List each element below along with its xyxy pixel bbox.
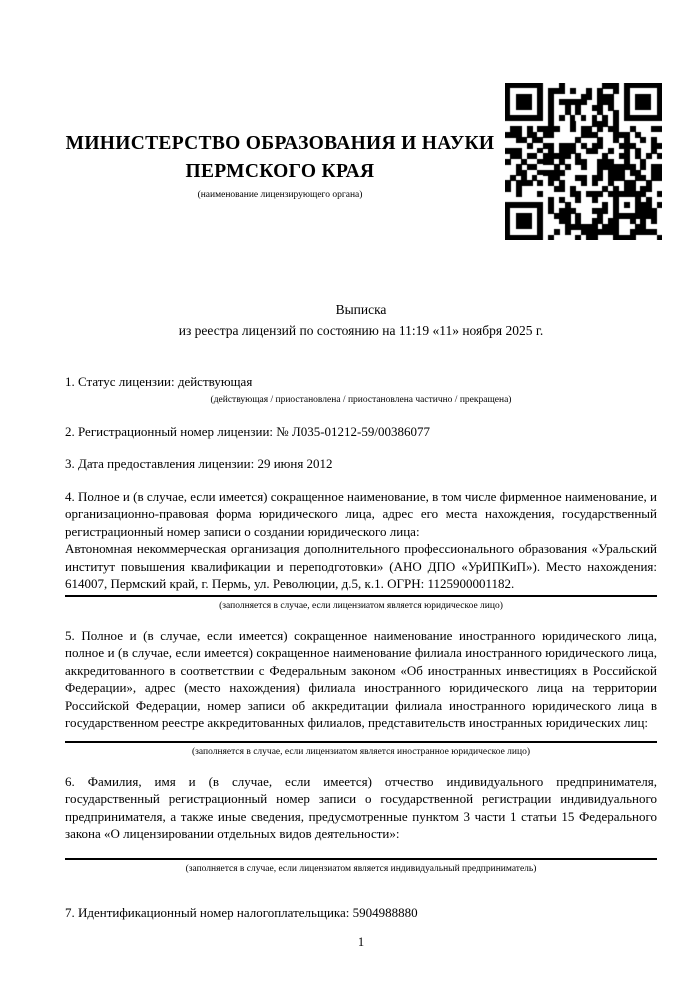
- ministry-name-line1: МИНИСТЕРСТВО ОБРАЗОВАНИЯ И НАУКИ: [65, 133, 495, 154]
- item-individual-entrepreneur-caption: (заполняется в случае, если лицензиатом является индивидуальный предприниматель): [185, 863, 537, 874]
- item-legal-entity-caption: (заполняется в случае, если лицензиатом является юридическое лицо): [219, 600, 503, 611]
- item-legal-entity-block: [65, 488, 657, 597]
- item-individual-entrepreneur-label: 6. Фамилия, имя и (в случае, если имеется) отчество индивидуального предпринимателя, государственный регистрационный номер записи о государственной регистрации индивидуального предпринимателя, а также иные сведения, предусмотренные пунктом 3 части 1 статьи 15 Федерального закона «О лицензировании отдельных видов деятельности»:: [65, 773, 657, 841]
- ministry-name-line2: ПЕРМСКОГО КРАЯ: [185, 161, 375, 182]
- page-number: 1: [357, 935, 365, 949]
- item-license-status-caption: (действующая / приостановлена / приостановлена частично / прекращена): [210, 394, 512, 405]
- document-title-line2: из реестра лицензий по состоянию на 11:19 «11» ноября 2025 г.: [178, 323, 544, 338]
- item-license-status-text: 1. Статус лицензии: действующая: [65, 374, 253, 389]
- item-foreign-entity: [65, 627, 657, 759]
- item-legal-entity-value: Автономная некоммерческая организация дополнительного профессионального образования «Уральский институт повышения квалификации и переподготовки» (АНО ДПО «УрИПКиП»). Место нахождения: 614007, Пермский край, г. Пермь, ул. Революции, д.5, к.1. ОГРН: 1125900001182.: [65, 541, 657, 591]
- ministry-subtitle: (наименование лицензирующего органа): [197, 190, 363, 200]
- item-registration-number: 2. Регистрационный номер лицензии: № Л035-01212-59/00386077: [65, 423, 431, 439]
- qr-code-icon: [505, 83, 662, 240]
- item-taxpayer-number: 7. Идентификационный номер налогоплательщика: 5904988880: [65, 904, 418, 920]
- licensing-authority-header: [65, 0, 495, 202]
- item-legal-entity-label: 4. Полное и (в случае, если имеется) сокращенное наименование, в том числе фирменное наименование, и организационно-правовая форма юридического лица, адрес его места нахождения, государственный регистрационный номер записи о создании юридического лица:: [65, 488, 657, 539]
- blank-fill-line: [65, 858, 657, 860]
- document-title-line1: Выписка: [335, 302, 387, 317]
- item-legal-entity: [65, 488, 657, 613]
- item-individual-entrepreneur: [65, 773, 657, 876]
- document-title: [65, 299, 657, 341]
- item-license-status: [65, 373, 657, 407]
- item-foreign-entity-caption: (заполняется в случае, если лицензиатом является иностранное юридическое лицо): [192, 746, 530, 757]
- item-foreign-entity-label: 5. Полное и (в случае, если имеется) сокращенное наименование иностранного юридического лица, полное и (в случае, если имеется) сокращенное наименование филиала иностранного юридического лица, аккредитованного в соответствии с Федеральным законом «Об иностранных инвестициях в Российской Федерации», адрес (место нахождения) филиала иностранного юридического лица на территории Российской Федерации, номер записи об аккредитации филиала иностранного юридического лица в государственном реестре аккредитованных филиалов, представительств иностранных юридических лиц:: [65, 627, 657, 730]
- item-license-grant-date: 3. Дата предоставления лицензии: 29 июня 2012: [65, 456, 333, 471]
- blank-fill-line: [65, 741, 657, 743]
- document-body: [65, 373, 657, 950]
